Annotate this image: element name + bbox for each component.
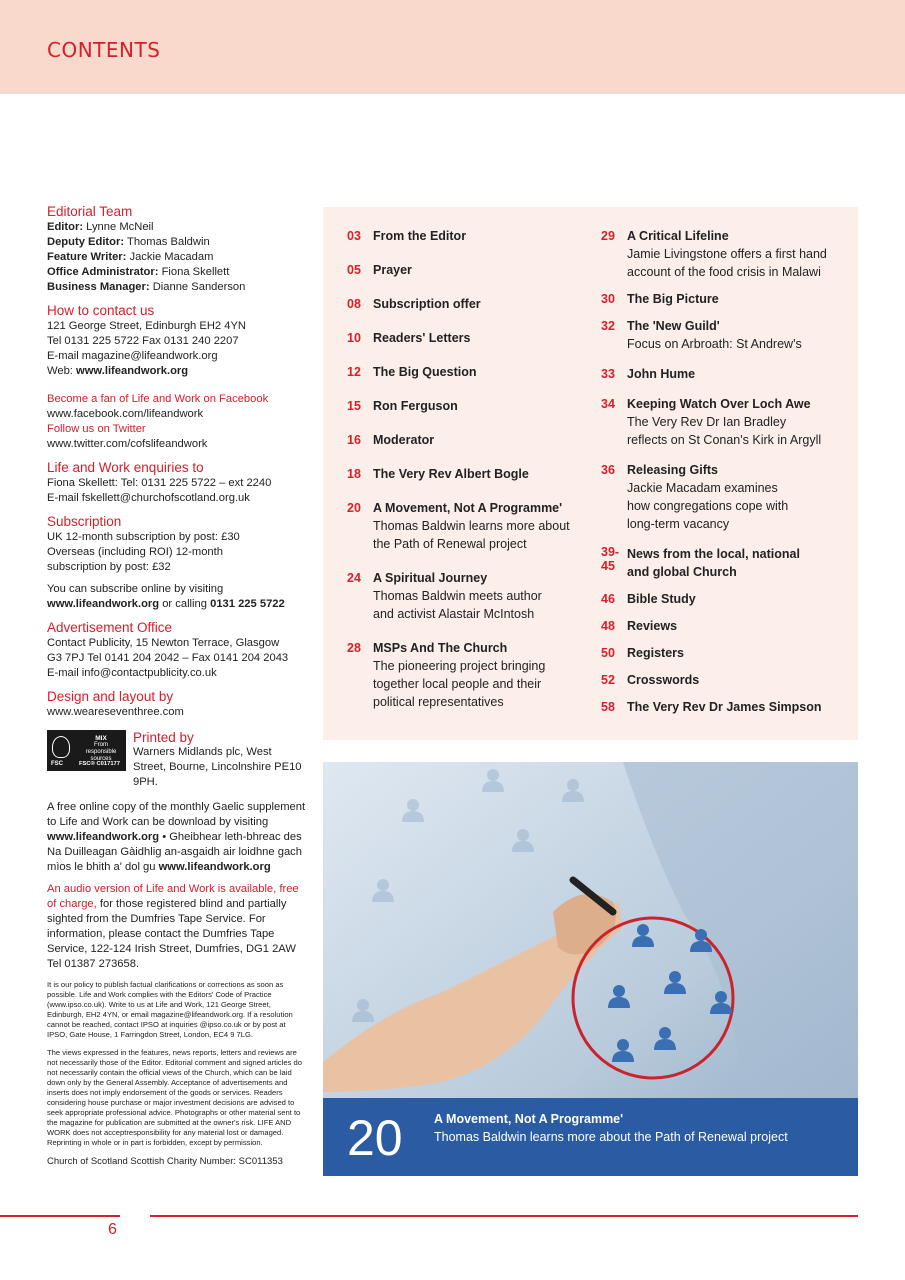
feature-caption [323,1098,858,1176]
charity-number: Church of Scotland Scottish Charity Number: SC011353 [47,1156,283,1167]
advert-email[interactable]: E-mail info@contactpublicity.co.uk [47,667,217,679]
enquiries-tel: Fiona Skellett: Tel: 0131 225 5722 – ext 2240 [47,477,272,489]
twitter-label: Follow us on Twitter [47,423,146,435]
subscribe-online-line: www.lifeandwork.org or calling 0131 225 5722 [47,598,285,610]
audio-note: An audio version of Life and Work is available, free of charge, for those registered blind and partially sighted from the Dumfries Tape Service. For information, please contact the Dumfries Tape Service, 122-124 Irish Street, Dumfries, DG1 2AW Tel 01387 273658. [47,883,299,970]
toc-entry[interactable]: 36 Releasing Gifts Jackie Macadam examines how congregations cope with long-term vacancy [601,463,789,531]
facebook-link[interactable]: www.facebook.com/lifeandwork [47,408,204,420]
disclaimer: The views expressed in the features, news reports, letters and reviews are not necessarily those of the Editor. Editorial comment and signed articles do not necessarily contain the official views of the Church, which can be laid down only by the General Assembly. Acceptance of advertisements and inserts does not imply endorsement of the goods or services. Readers considering house purchase or major investment decisions are advised to seek appropriate professional advice. Photographs or other material sent to the magazine for publication are submitted at the owner's risk. LIFE AND WORK does not acceptresponsibility for any material lost or damaged. Reprinting in whole or in part is forbidden, except by permission. [47,1048,302,1147]
subscription-uk: UK 12-month subscription by post: £30 [47,531,240,543]
toc-entry[interactable]: 20 A Movement, Not A Programme' Thomas Baldwin learns more about the Path of Renewal project [347,501,570,551]
facebook-label: Become a fan of Life and Work on Facebook [47,393,269,405]
design-link[interactable]: www.weareseventhree.com [47,706,184,718]
enquiries-heading: Life and Work enquiries to [47,460,204,475]
printed-heading: Printed by [133,730,194,745]
contact-email[interactable]: E-mail magazine@lifeandwork.org [47,350,218,362]
design-heading: Design and layout by [47,689,174,704]
toc-entry[interactable]: 58 The Very Rev Dr James Simpson [601,700,822,714]
toc-entry[interactable]: 34 Keeping Watch Over Loch Awe The Very Rev Dr Ian Bradley reflects on St Conan's Kirk in Argyll [601,397,822,447]
toc-entry[interactable]: 52 Crosswords [601,673,700,687]
toc-entry[interactable]: 48 Reviews [601,619,678,633]
toc-entry[interactable]: 08 Subscription offer [347,297,481,311]
editorial-row: Business Manager: Dianne Sanderson [47,281,246,293]
feature-photo[interactable] [323,762,858,1176]
toc-entry[interactable]: 46 Bible Study [601,592,696,606]
feature-page-number: 20 [347,1110,403,1166]
footer-rule-left [0,1215,120,1217]
editorial-row: Editor: Lynne McNeil [47,221,154,233]
toc-entry[interactable]: 03 From the Editor [347,229,467,243]
toc-entry[interactable]: 16 Moderator [347,433,435,447]
subscription-heading: Subscription [47,514,122,529]
contact-heading: How to contact us [47,303,155,318]
toc-entry[interactable]: 39-45 News from the local, national and global Church [601,545,800,579]
toc-entry[interactable]: 28 MSPs And The Church The pioneering project bringing together local people and their political representatives [347,641,546,709]
contact-web: Web: www.lifeandwork.org [47,365,189,377]
toc-entry[interactable]: 12 The Big Question [347,365,477,379]
toc-entry[interactable]: 33 John Hume [601,367,696,381]
masthead-column [47,204,307,1169]
subscription-overseas: Overseas (including ROI) 12-month [47,546,223,558]
page-title: CONTENTS [47,38,161,62]
contents-column-left [347,227,597,711]
web-link[interactable]: www.lifeandwork.org [76,365,189,377]
subscribe-link[interactable]: www.lifeandwork.org [47,598,160,610]
advert-tel: G3 7PJ Tel 0141 204 2042 – Fax 0141 204 2043 [47,652,289,664]
feature-description: Thomas Baldwin learns more about the Path of Renewal project [434,1130,788,1144]
toc-entry[interactable]: 05 Prayer [347,263,412,277]
toc-entry[interactable]: 24 A Spiritual Journey Thomas Baldwin meets author and activist Alastair McIntosh [347,571,542,621]
gaelic-note: A free online copy of the monthly Gaelic supplement to Life and Work can be download by visiting www.lifeandwork.org • Gheibhear leth-bhreac des Na Duilleagan Gàidhlig an-asgaidh air loidhne gach mìos le bhith a' dol gu www.lifeandwork.org [47,801,306,873]
editorial-list [47,220,307,295]
fsc-logo-icon: FSC MIX From responsible sources FSC® C017177 [47,730,126,771]
editorial-row: Feature Writer: Jackie Macadam [47,251,214,263]
printed-by [47,730,307,790]
twitter-link[interactable]: www.twitter.com/cofslifeandwork [47,438,208,450]
toc-entry[interactable]: 50 Registers [601,646,684,660]
contents-column-right [601,227,841,716]
printer-address: Warners Midlands plc, West Street, Bourne, Lincolnshire PE10 9PH. [133,746,302,788]
contact-tel: Tel 0131 225 5722 Fax 0131 240 2207 [47,335,239,347]
page-number: 6 [108,1221,117,1238]
contents-table [323,207,858,740]
subscription-overseas-price: subscription by post: £32 [47,561,171,573]
toc-entry[interactable]: 15 Ron Ferguson [347,399,458,413]
toc-entry[interactable]: 32 The 'New Guild' Focus on Arbroath: St Andrew's [601,319,802,351]
editorial-row: Office Administrator: Fiona Skellett [47,266,230,278]
toc-entry[interactable]: 10 Readers' Letters [347,331,471,345]
contact-address: 121 George Street, Edinburgh EH2 4YN [47,320,247,332]
advert-address: Contact Publicity, 15 Newton Terrace, Glasgow [47,637,280,649]
subscribe-online-text: You can subscribe online by visiting [47,583,224,595]
advert-heading: Advertisement Office [47,620,173,635]
editorial-heading: Editorial Team [47,204,133,219]
feature-title: A Movement, Not A Programme' [434,1112,624,1126]
toc-entry[interactable]: 30 The Big Picture [601,292,719,306]
corrections-policy: It is our policy to publish factual clarifications or corrections as soon as possible. Life and Work complies with the Editors' Code of Practice (www.ipso.co.uk). Write to us at Life and Work, 121 George Street, Edinburgh, EH2 4YN, or email magazine@lifeandwork.org. If a resolution cannot be reached, contact IPSO at inquiries @ipso.co.uk or by post at IPSO, Gate House, 1 Farringdon Street, London, EC4 9 7LG. [47,980,293,1039]
page-header [0,0,905,94]
toc-entry[interactable]: 29 A Critical Lifeline Jamie Livingstone offers a first hand account of the food crisis in Malawi [601,229,827,279]
editorial-row: Deputy Editor: Thomas Baldwin [47,236,210,248]
footer-rule-right [150,1215,858,1217]
toc-entry[interactable]: 18 The Very Rev Albert Bogle [347,467,529,481]
enquiries-email[interactable]: E-mail fskellett@churchofscotland.org.uk [47,492,250,504]
